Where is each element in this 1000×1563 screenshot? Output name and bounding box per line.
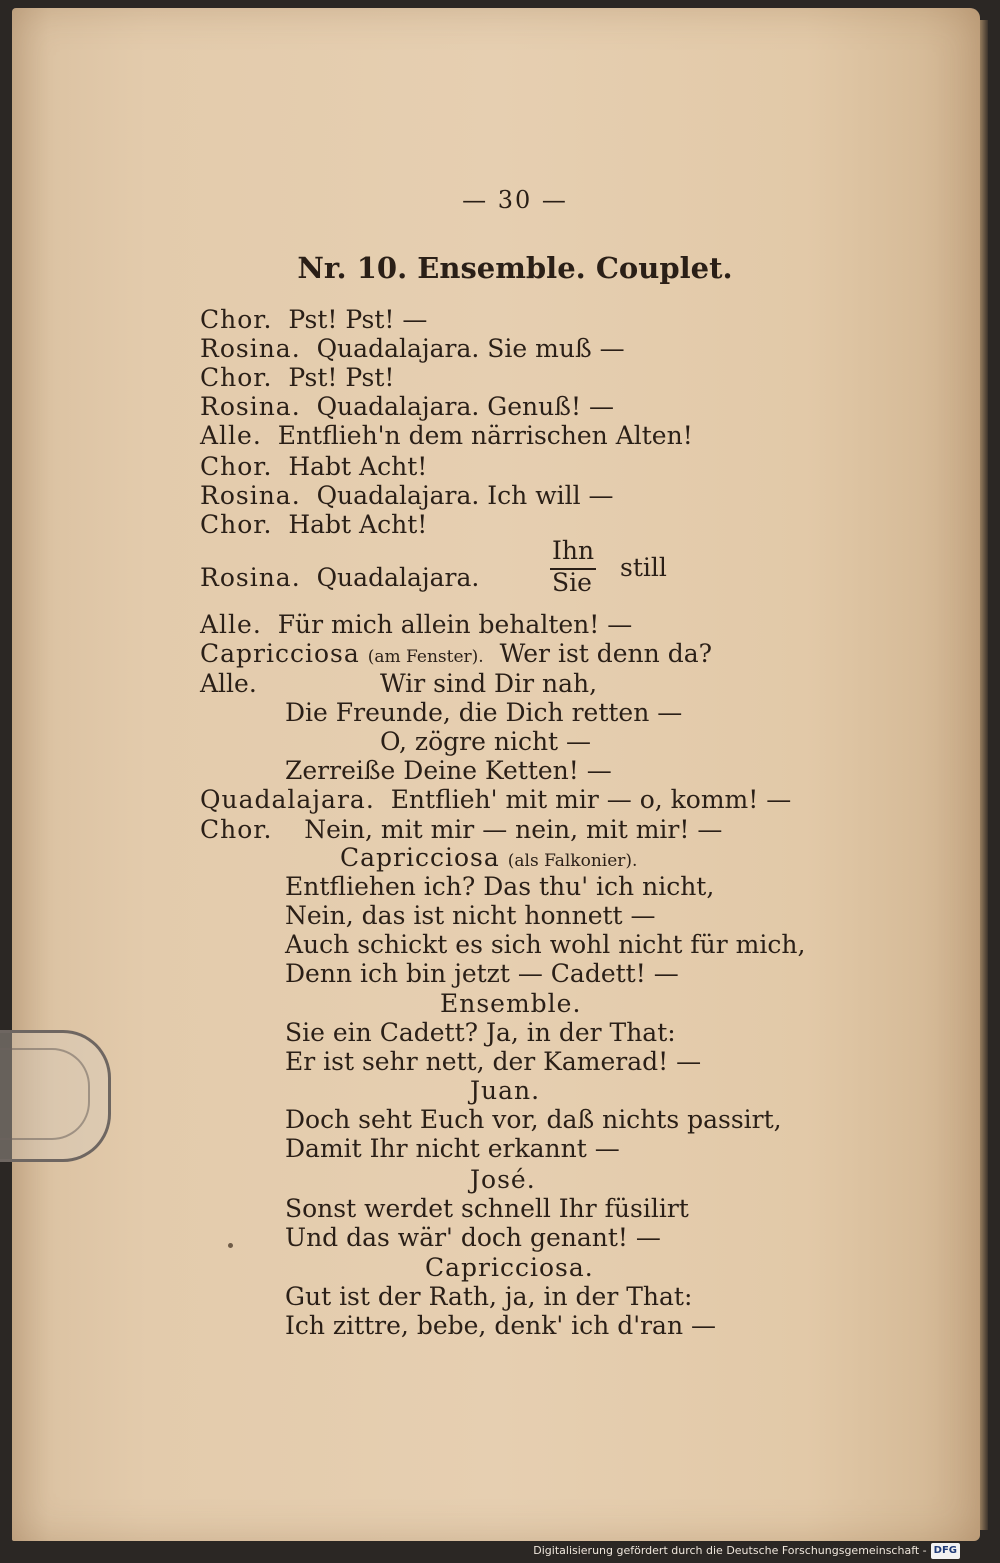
dialogue-line-split bbox=[200, 563, 479, 593]
line-text: Für mich allein behalten! — bbox=[277, 610, 633, 639]
speaker-heading: Ensemble. bbox=[440, 989, 582, 1018]
line-text: Quadalajara. Ich will — bbox=[316, 481, 614, 510]
speaker: Rosina. bbox=[200, 392, 301, 421]
line-text: Habt Acht! bbox=[288, 510, 428, 539]
stage-direction: (am Fenster). bbox=[367, 647, 484, 667]
line-text: Quadalajara. bbox=[316, 563, 480, 592]
dialogue-line bbox=[200, 452, 427, 482]
verse-line: Die Freunde, die Dich retten — bbox=[285, 698, 683, 727]
verse-line: Ich zittre, bebe, denk' ich d'ran — bbox=[285, 1311, 717, 1340]
line-text: Pst! Pst! — bbox=[288, 305, 428, 334]
verse-line: Denn ich bin jetzt — Cadett! — bbox=[285, 959, 679, 988]
speaker: Capricciosa bbox=[340, 843, 500, 872]
speaker-heading: Capricciosa. bbox=[425, 1253, 594, 1282]
speaker: Alle. bbox=[200, 669, 257, 698]
line-text: Entflieh'n dem närrischen Alten! bbox=[277, 421, 693, 450]
verse-line: Nein, das ist nicht honnett — bbox=[285, 901, 656, 930]
verse-line: Wir sind Dir nah, bbox=[380, 669, 598, 698]
page-number: — 30 — bbox=[462, 186, 568, 214]
stage-direction: (als Falkonier). bbox=[507, 851, 638, 871]
dialogue-line bbox=[200, 334, 625, 364]
speaker: Alle. bbox=[200, 421, 262, 450]
line-text: Wer ist denn da? bbox=[499, 639, 713, 668]
dialogue-line bbox=[200, 305, 427, 335]
line-text: Pst! Pst! bbox=[288, 363, 395, 392]
dialogue-line bbox=[200, 639, 712, 672]
stacked-top-word: Ihn bbox=[550, 536, 596, 570]
speaker: Capricciosa bbox=[200, 639, 360, 668]
speaker: Quadalajara. bbox=[200, 785, 375, 814]
verse-line: Gut ist der Rath, ja, in der That: bbox=[285, 1282, 693, 1311]
line-text: Quadalajara. Sie muß — bbox=[316, 334, 625, 363]
paper-clip-inner bbox=[0, 1048, 90, 1140]
line-text: Nein, mit mir — nein, mit mir! — bbox=[304, 815, 723, 844]
funding-footer bbox=[533, 1543, 960, 1559]
verse-line: Er ist sehr nett, der Kamerad! — bbox=[285, 1047, 702, 1076]
verse-line: Entfliehen ich? Das thu' ich nicht, bbox=[285, 872, 715, 901]
dialogue-line bbox=[200, 785, 791, 815]
verse-line: Auch schickt es sich wohl nicht für mich, bbox=[285, 930, 806, 959]
verse-line: Zerreiße Deine Ketten! — bbox=[285, 756, 612, 785]
speaker: Alle. bbox=[200, 610, 262, 639]
verse-line: Damit Ihr nicht erkannt — bbox=[285, 1134, 620, 1163]
dialogue-line bbox=[200, 815, 722, 845]
dialogue-line bbox=[200, 510, 427, 540]
dialogue-line bbox=[200, 481, 614, 511]
speaker: Chor. bbox=[200, 363, 273, 392]
speaker-heading: José. bbox=[470, 1165, 536, 1194]
line-text: Entflieh' mit mir — o, komm! — bbox=[390, 785, 792, 814]
verse-line: Sie ein Cadett? Ja, in der That: bbox=[285, 1018, 676, 1047]
verse-line: O, zögre nicht — bbox=[380, 727, 592, 756]
verse-line: Doch seht Euch vor, daß nichts passirt, bbox=[285, 1105, 782, 1134]
verse-line: Sonst werdet schnell Ihr füsilirt bbox=[285, 1194, 689, 1223]
ink-dot bbox=[228, 1243, 233, 1248]
footer-text: Digitalisierung gefördert durch die Deutsche Forschungsgemeinschaft - bbox=[533, 1544, 927, 1557]
verse-line: Und das wär' doch genant! — bbox=[285, 1223, 661, 1252]
dialogue-line bbox=[200, 392, 614, 422]
stacked-bottom-word: Sie bbox=[552, 568, 592, 597]
speaker: Chor. bbox=[200, 305, 273, 334]
stacked-after-word: still bbox=[620, 553, 667, 582]
dialogue-line bbox=[200, 363, 394, 393]
speaker: Rosina. bbox=[200, 334, 301, 363]
line-text: Quadalajara. Genuß! — bbox=[316, 392, 614, 421]
dfg-logo-icon: DFG bbox=[931, 1543, 960, 1559]
speaker: Chor. bbox=[200, 815, 273, 844]
stacked-alternatives bbox=[550, 536, 610, 600]
dialogue-line bbox=[200, 610, 632, 640]
speaker: Chor. bbox=[200, 510, 273, 539]
dialogue-line bbox=[200, 421, 693, 451]
speaker: Chor. bbox=[200, 452, 273, 481]
speaker-heading: Juan. bbox=[470, 1076, 541, 1105]
speaker: Rosina. bbox=[200, 481, 301, 510]
speaker: Rosina. bbox=[200, 563, 301, 592]
page-title: Nr. 10. Ensemble. Couplet. bbox=[297, 251, 733, 285]
line-text: Habt Acht! bbox=[288, 452, 428, 481]
